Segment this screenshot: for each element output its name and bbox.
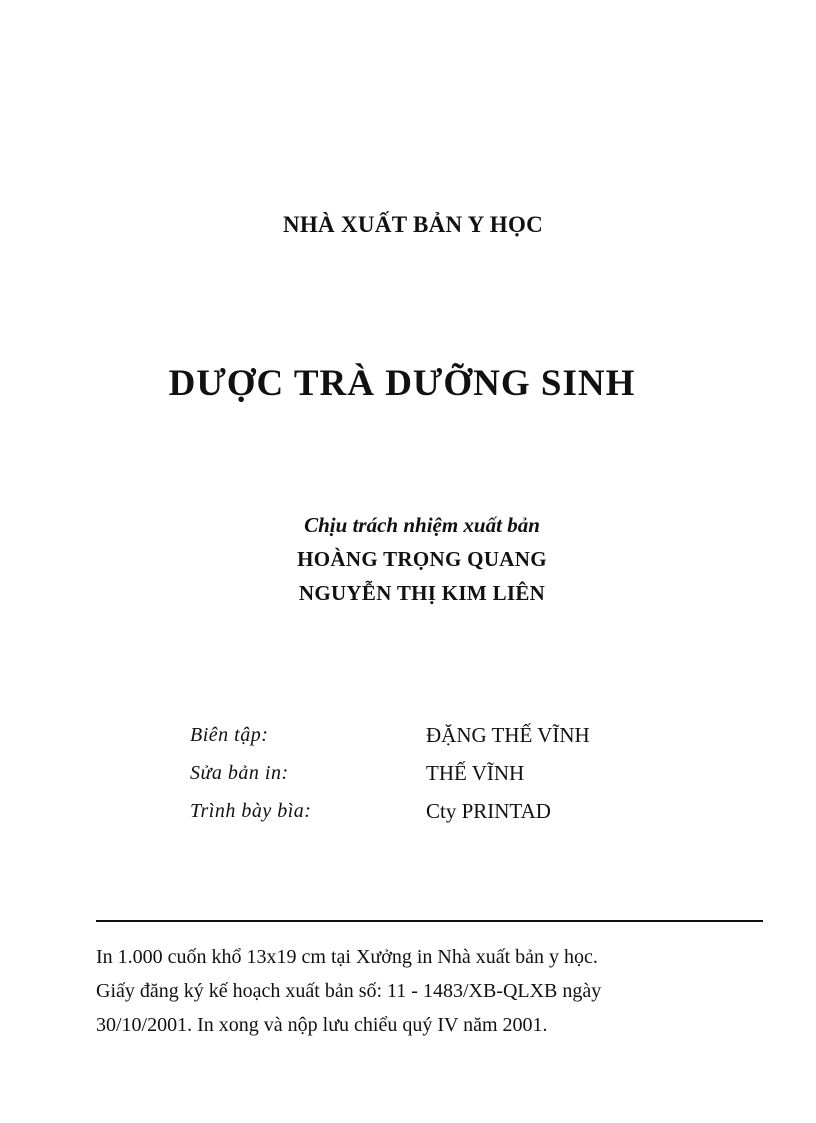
credit-label: Biên tập: — [190, 723, 269, 746]
responsibility-block — [0, 508, 816, 610]
imprint-line: In 1.000 cuốn khổ 13x19 cm tại Xưởng in Nhà xuất bản y học. — [96, 946, 598, 968]
imprint-line: 30/10/2001. In xong và nộp lưu chiểu quý IV năm 2001. — [96, 1014, 548, 1036]
credit-row-editor — [190, 716, 690, 754]
credit-value: Cty PRINTAD — [426, 798, 551, 823]
credit-label: Sửa bản in: — [190, 761, 289, 784]
credit-label: Trình bày bìa: — [190, 799, 312, 822]
imprint-line: Giấy đăng ký kế hoạch xuất bản số: 11 - 1483/XB-QLXB ngày — [96, 980, 602, 1002]
imprint-block — [96, 940, 776, 1042]
credits-list — [190, 716, 690, 830]
responsible-person: HOÀNG TRỌNG QUANG — [297, 547, 547, 571]
responsibility-heading: Chịu trách nhiệm xuất bản — [304, 513, 540, 537]
credit-row-cover-design — [190, 792, 690, 830]
credit-value: THẾ VĨNH — [426, 760, 525, 785]
book-title: DƯỢC TRÀ DƯỠNG SINH — [168, 363, 636, 404]
credit-value: ĐẶNG THẾ VĨNH — [426, 722, 590, 747]
responsible-person: NGUYỄN THỊ KIM LIÊN — [298, 581, 546, 605]
credit-row-proofreader — [190, 754, 690, 792]
publisher-name: NHÀ XUẤT BẢN Y HỌC — [282, 212, 544, 237]
divider-rule — [96, 920, 763, 922]
